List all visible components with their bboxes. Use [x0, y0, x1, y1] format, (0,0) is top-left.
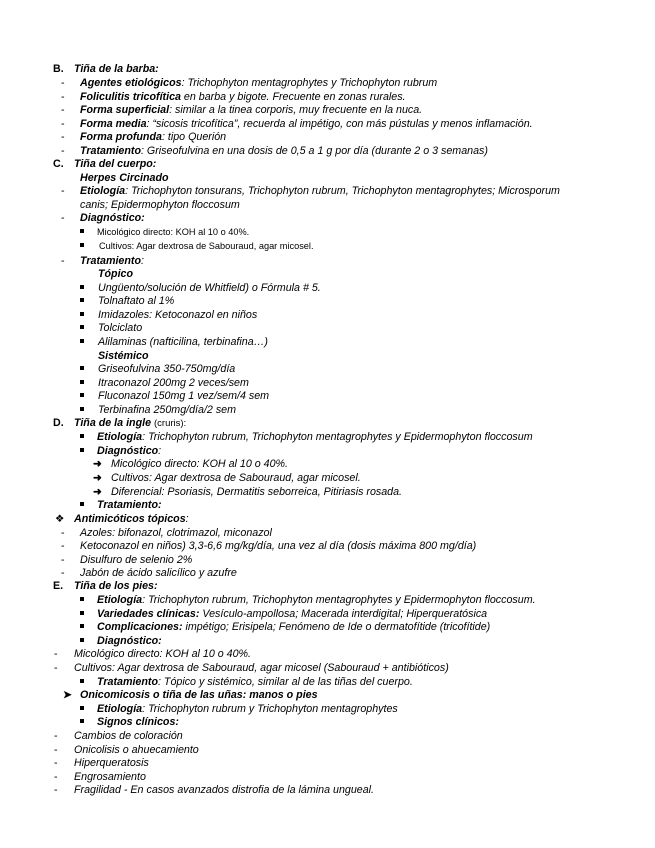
section-title: Tiña del cuerpo: [74, 158, 157, 170]
section-title: Tiña de los pies: [74, 580, 158, 592]
section-letter: B. [53, 63, 64, 75]
section-letter: E. [53, 580, 64, 592]
section-letter: D. [53, 417, 64, 429]
arrowhead-bullet-icon: ➤ [63, 689, 72, 701]
section-title: Tiña de la barba: [74, 63, 159, 75]
diamond-bullet-icon: ❖ [55, 513, 65, 525]
section-title: Tiña de la ingle [74, 417, 152, 429]
section-letter: C. [53, 158, 64, 170]
